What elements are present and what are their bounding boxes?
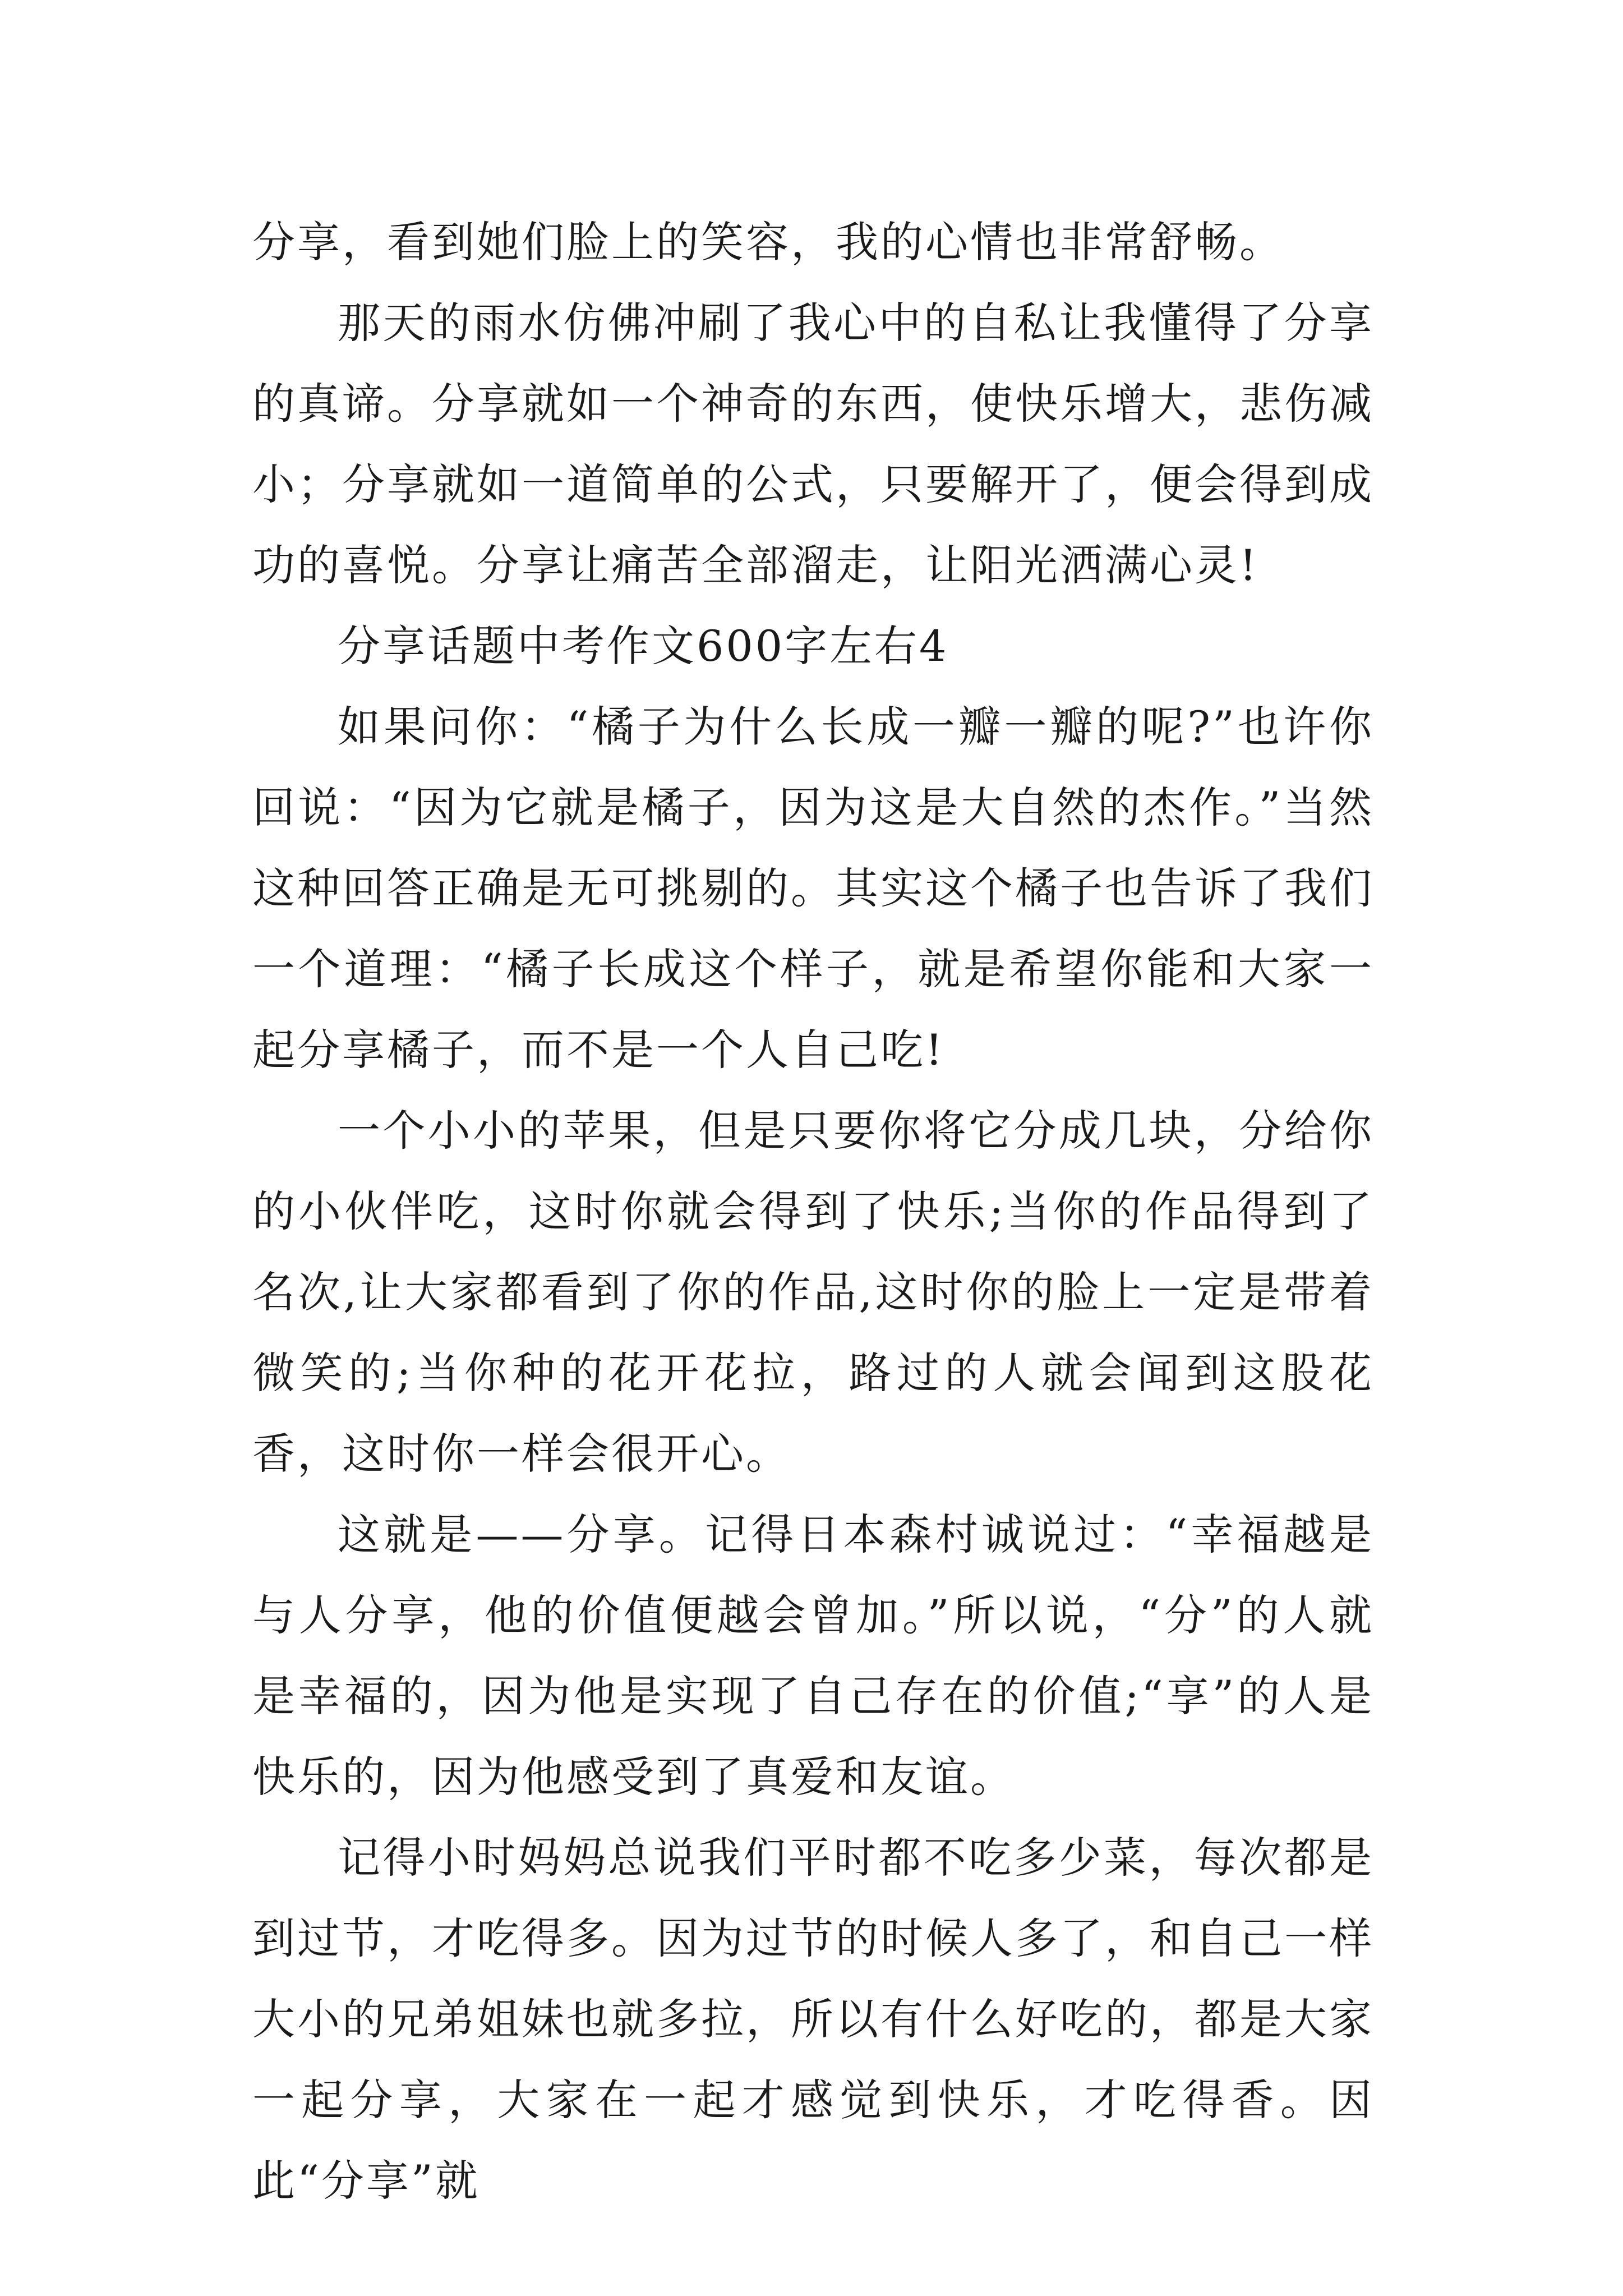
paragraph: 一个小小的苹果，但是只要你将它分成几块，分给你的小伙伴吃，这时你就会得到了快乐;当你的作品得到了名次,让大家都看到了你的作品,这时你的脸上一定是带着微笑的;当你种的花开花拉，路过的人就会闻到这股花香，这时你一样会很开心。: [252, 1106, 1374, 1479]
paragraph: 这就是——分享。记得日本森村诚说过：“幸福越是与人分享，他的价值便越会曾加。”所以说，“分”的人就是幸福的，因为他是实现了自己存在的价值;“享”的人是快乐的，因为他感受到了真爱和友谊。: [252, 1510, 1374, 1802]
section-heading: 分享话题中考作文600字左右4: [338, 621, 949, 671]
paragraph: 记得小时妈妈总说我们平时都不吃多少菜，每次都是到过节，才吃得多。因为过节的时候人多了，和自己一样大小的兄弟姐妹也就多拉，所以有什么好吃的，都是大家一起分享，大家在一起才感觉到快乐，才吃得香。因此“分享”就: [252, 1833, 1374, 2206]
paragraph: 那天的雨水仿佛冲刷了我心中的自私让我懂得了分享的真谛。分享就如一个神奇的东西，使快乐增大，悲伤减小；分享就如一道简单的公式，只要解开了，便会得到成功的喜悦。分享让痛苦全部溜走，让阳光洒满心灵!: [252, 298, 1374, 590]
document-body: [252, 202, 1374, 2221]
paragraph-continuation: 分享，看到她们脸上的笑容，我的心情也非常舒畅。: [252, 217, 1284, 267]
paragraph: 如果问你：“橘子为什么长成一瓣一瓣的呢?”也许你回说：“因为它就是橘子，因为这是大自然的杰作。”当然这种回答正确是无可挑剔的。其实这个橘子也告诉了我们一个道理：“橘子长成这个样子，就是希望你能和大家一起分享橘子，而不是一个人自己吃!: [252, 702, 1374, 1075]
